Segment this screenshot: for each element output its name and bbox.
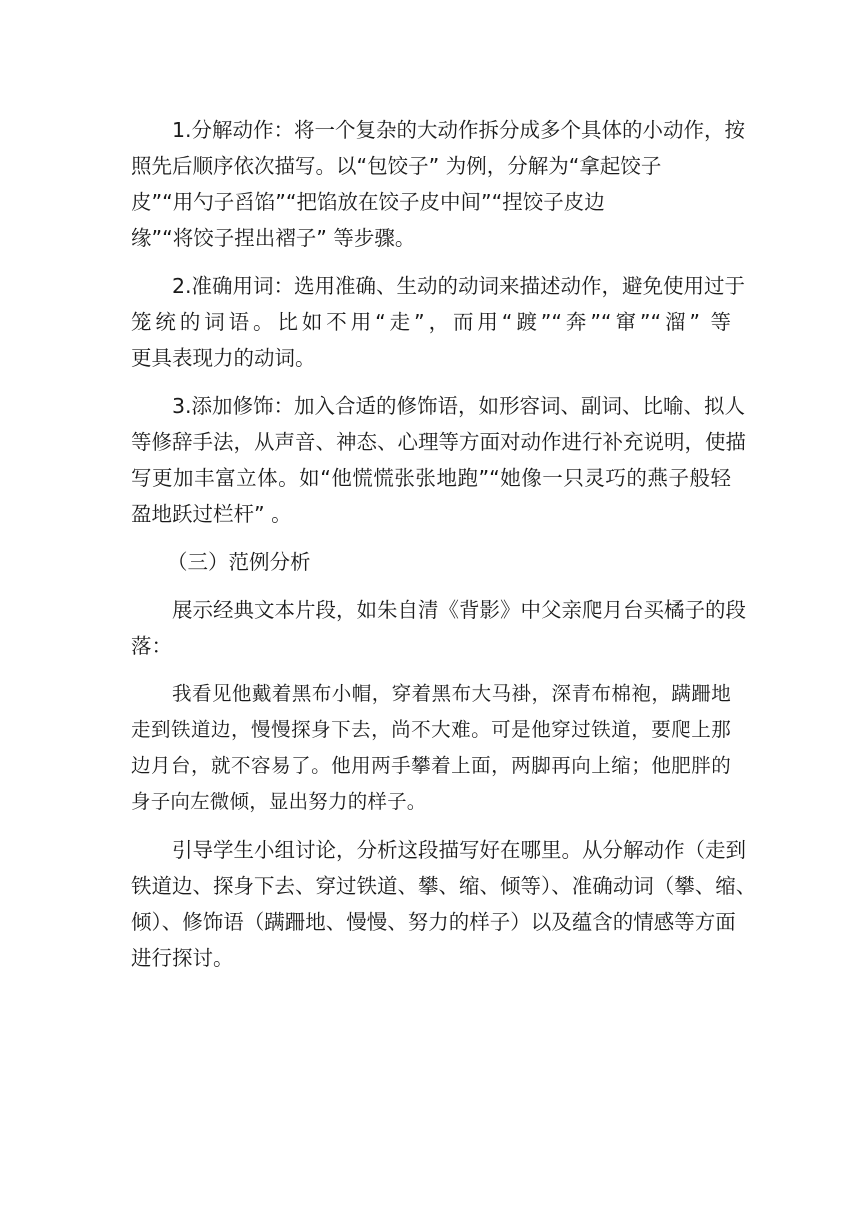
text-line: 写更加丰富立体。如“他慌慌张张地跑”“她像一只灵巧的燕子般轻 xyxy=(131,466,731,490)
text-line: 展示经典文本片段，如朱自清《背影》中父亲爬月台买橘子的段 xyxy=(172,598,746,622)
paragraph-decompose-action xyxy=(131,112,746,256)
text-line: 我看见他戴着黑布小帽，穿着黑布大马褂，深青布棉袍，蹒跚地 xyxy=(172,682,731,705)
section-heading: （三）范例分析 xyxy=(167,550,311,574)
paragraph-intro xyxy=(131,592,746,664)
paragraph-discussion xyxy=(131,832,757,976)
text-line: 落： xyxy=(131,634,172,658)
paragraph-add-modifiers xyxy=(131,388,746,532)
text-line: 边月台，就不容易了。他用两手攀着上面，两脚再向上缩；他肥胖的 xyxy=(131,754,731,777)
text-line: 身子向左微倾，显出努力的样子。 xyxy=(131,790,427,813)
text-line: 笼统的词语。比如不用“走”，而用“踱”“奔”“窜”“溜” 等 xyxy=(131,310,731,334)
text-line: 3.添加修饰：加入合适的修饰语，如形容词、副词、比喻、拟人 xyxy=(172,394,746,418)
document-body xyxy=(131,112,757,988)
text-line: 引导学生小组讨论，分析这段描写好在哪里。从分解动作（走到 xyxy=(172,838,746,862)
text-line: 进行探讨。 xyxy=(131,946,234,970)
text-line: 照先后顺序依次描写。以“包饺子” 为例，分解为“拿起饺子 xyxy=(131,154,662,178)
text-line: 走到铁道边，慢慢探身下去，尚不大难。可是他穿过铁道，要爬上那 xyxy=(131,718,731,741)
text-line: 皮”“用勺子舀馅”“把馅放在饺子皮中间”“捏饺子皮边 xyxy=(131,190,605,214)
text-line: 缘”“将饺子捏出褶子” 等步骤。 xyxy=(131,226,416,250)
text-line: 铁道边、探身下去、穿过铁道、攀、缩、倾等）、准确动词（攀、缩、 xyxy=(131,874,757,898)
text-line: 1.分解动作：将一个复杂的大动作拆分成多个具体的小动作，按 xyxy=(172,118,746,142)
text-line: 更具表现力的动词。 xyxy=(131,346,316,370)
text-line: 盈地跃过栏杆” 。 xyxy=(131,502,292,526)
text-line: 2.准确用词：选用准确、生动的动词来描述动作，避免使用过于 xyxy=(172,274,746,298)
text-line: 倾）、修饰语（蹒跚地、慢慢、努力的样子）以及蕴含的情感等方面 xyxy=(131,910,736,934)
text-line: 等修辞手法，从声音、神态、心理等方面对动作进行补充说明，使描 xyxy=(131,430,746,454)
paragraph-precise-wording xyxy=(131,268,746,376)
quoted-excerpt xyxy=(131,676,731,820)
